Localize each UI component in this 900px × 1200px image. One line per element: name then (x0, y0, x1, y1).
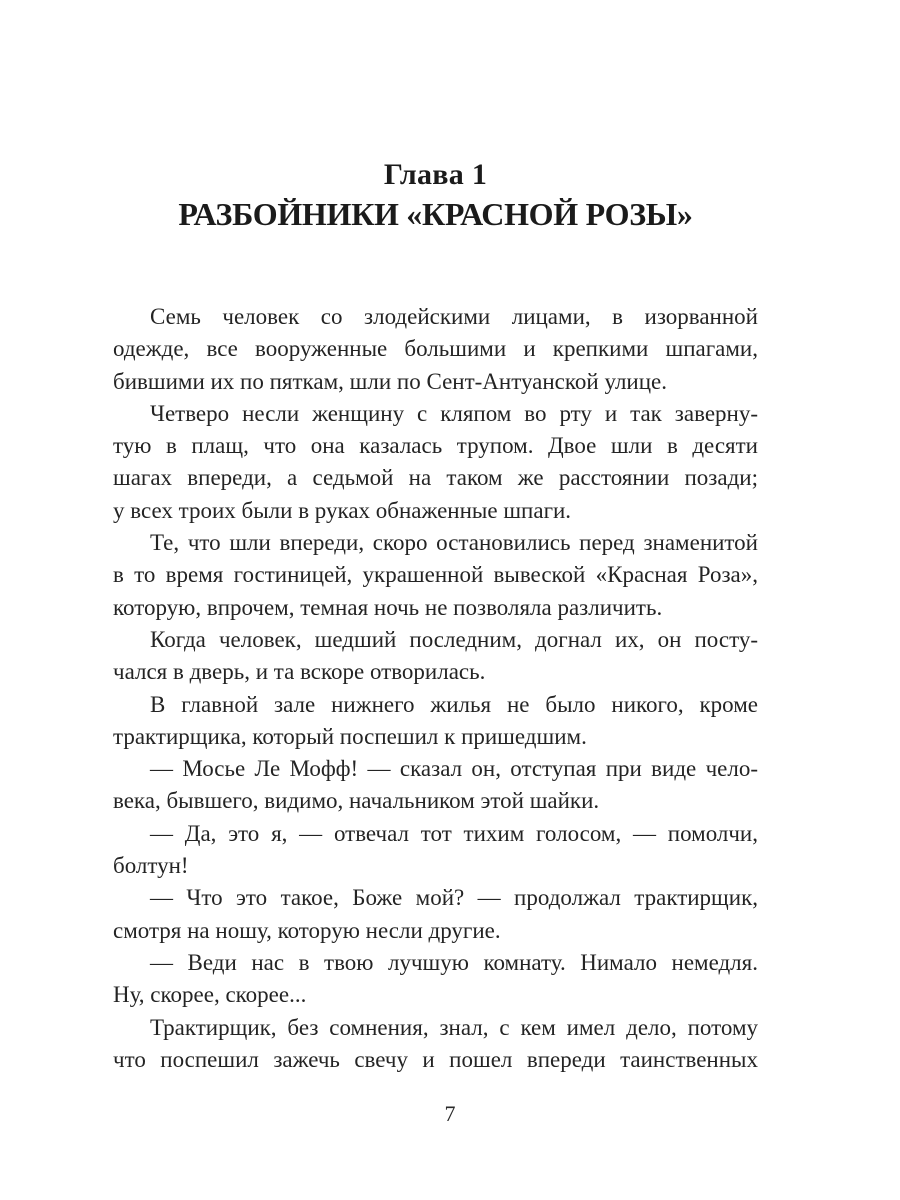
text-line: шагах впереди, а седьмой на таком же расстоянии позади; (113, 465, 758, 491)
paragraph (113, 624, 758, 689)
text-line: века, бывшего, видимо, начальником этой шайки. (113, 788, 600, 814)
text-line: одежде, все вооруженные большими и крепкими шпагами, (113, 336, 758, 362)
text-line: тую в плащ, что она казалась трупом. Двое шли в десяти (113, 433, 758, 459)
chapter-heading-block (113, 156, 758, 234)
paragraph (113, 398, 758, 527)
text-line: — Что это такое, Боже мой? — продолжал трактирщик, (150, 885, 758, 911)
text-line: которую, впрочем, темная ночь не позволяла различить. (113, 594, 663, 620)
text-line: у всех троих были в руках обнаженные шпаги. (113, 497, 572, 523)
text-line: болтун! (113, 853, 189, 879)
text-line: — Да, это я, — отвечал тот тихим голосом, — помолчи, (150, 820, 758, 846)
text-line: Когда человек, шедший последним, догнал их, он посту- (150, 626, 758, 652)
text-line: Те, что шли впереди, скоро остановились перед знаменитой (150, 530, 758, 556)
text-line: чался в дверь, и та вскоре отворилась. (113, 659, 486, 685)
paragraph (113, 301, 758, 398)
paragraph (113, 753, 758, 818)
text-line: Четверо несли женщину с кляпом во рту и так заверну- (150, 400, 758, 426)
text-line: Трактирщик, без сомнения, знал, с кем имел дело, потому (150, 1014, 758, 1040)
page-number: 7 (444, 1101, 456, 1126)
text-line: что поспешил зажечь свечу и пошел впереди таинственных (113, 1046, 758, 1072)
paragraph (113, 818, 758, 883)
paragraph (113, 947, 758, 1012)
text-line: Ну, скорее, скорее... (113, 982, 307, 1008)
paragraph (113, 689, 758, 754)
text-line: бившими их по пяткам, шли по Сент-Антуанской улице. (113, 368, 667, 394)
text-line: — Веди нас в твою лучшую комнату. Нимало немедля. (150, 949, 758, 975)
text-line: в то время гостиницей, украшенной вывеской «Красная Роза», (113, 562, 758, 588)
paragraph (113, 527, 758, 624)
text-line: Семь человек со злодейскими лицами, в изорванной (150, 304, 758, 329)
text-line: смотря на ношу, которую несли другие. (113, 917, 501, 943)
paragraph (113, 1012, 758, 1077)
text-line: В главной зале нижнего жилья не было никого, кроме (150, 691, 758, 717)
chapter-number-heading: Глава 1 (383, 158, 488, 191)
paragraph (113, 882, 758, 947)
chapter-title: РАЗБОЙНИКИ «КРАСНОЙ РОЗЫ» (178, 196, 693, 232)
text-block (113, 301, 758, 1076)
text-line: — Мосье Ле Мофф! — сказал он, отступая при виде чело- (150, 756, 758, 782)
text-line: трактирщика, который поспешил к пришедшим. (113, 723, 587, 749)
